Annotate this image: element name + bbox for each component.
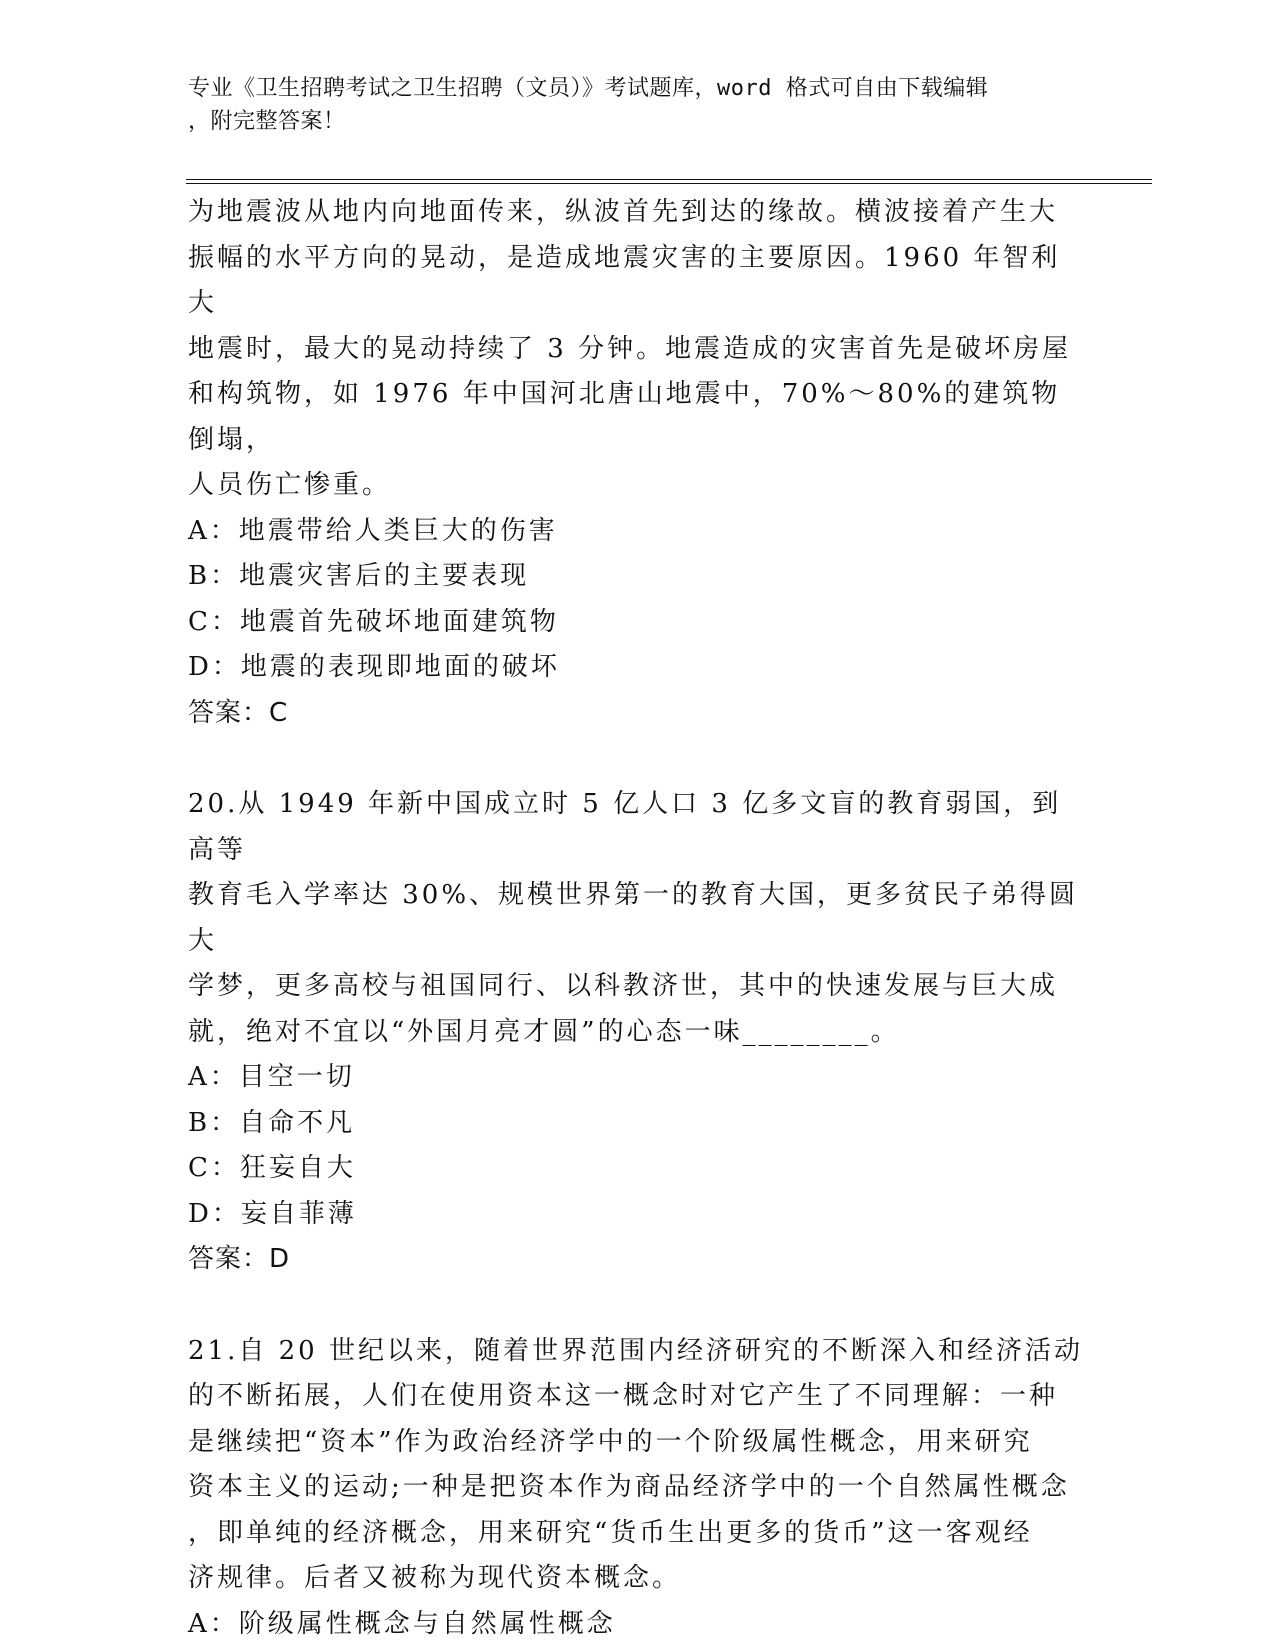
question-text-line: ，即单纯的经济概念，用来研究“货币生出更多的货币”这一客观经 [188,1517,1033,1548]
option-b: B：地震灾害后的主要表现 [188,561,530,591]
option-d: D：妄自菲薄 [188,1198,357,1229]
question-text-line: 就，绝对不宜以“外国月亮才圆”的心态一味________。 [188,1016,900,1047]
header-divider [186,179,1152,184]
question-text-line: 资本主义的运动;一种是把资本作为商品经济学中的一个自然属性概念 [188,1472,1070,1502]
question-text-line: 为地震波从地内向地面传来，纵波首先到达的缘故。横波接着产生大 [188,197,1059,227]
question-text-line: 20.从 1949 年新中国成立时 5 亿人口 3 亿多文盲的教育弱国，到高等 [188,789,1062,865]
header-line-1: 专业《卫生招聘考试之卫生招聘（文员）》考试题库，word 格式可自由下载编辑 [188,76,989,101]
spacer [188,1283,1088,1329]
option-d: D：地震的表现即地面的破坏 [188,652,560,682]
question-text-line: 教育毛入学率达 30%、规模世界第一的教育大国，更多贫民子弟得圆大 [188,880,1079,956]
question-text-line: 地震时，最大的晃动持续了 3 分钟。地震造成的灾害首先是破坏房屋 [188,333,1072,364]
spacer [188,736,1088,782]
page-header [188,72,1068,138]
question-text-line: 振幅的水平方向的晃动，是造成地震灾害的主要原因。1960 年智利大 [188,242,1061,318]
question-text-line: 济规律。后者又被称为现代资本概念。 [188,1563,682,1593]
question-text-line: 人员伤亡惨重。 [188,470,392,500]
question-20 [188,782,1088,1283]
page-content [188,190,1088,1647]
question-text-line: 的不断拓展，人们在使用资本这一概念时对它产生了不同理解：一种 [188,1381,1059,1411]
option-a: A：阶级属性概念与自然属性概念 [188,1608,616,1639]
question-21 [188,1329,1088,1648]
question-text-line: 学梦，更多高校与祖国同行、以科教济世，其中的快速发展与巨大成 [188,971,1059,1001]
option-a: A：目空一切 [188,1062,355,1092]
question-text-line: 21.自 20 世纪以来，随着世界范围内经济研究的不断深入和经济活动 [188,1335,1083,1366]
answer-label: 答案：D [188,1244,291,1274]
question-text-line: 和构筑物，如 1976 年中国河北唐山地震中，70%～80%的建筑物倒塌， [188,379,1061,455]
option-a: A：地震带给人类巨大的伤害 [188,515,558,546]
answer-label: 答案：C [188,697,289,728]
option-c: C：地震首先破坏地面建筑物 [188,606,559,637]
header-line-2: ，附完整答案！ [188,109,346,134]
option-c: C：狂妄自大 [188,1153,356,1183]
option-b: B：自命不凡 [188,1107,356,1138]
question-text-line: 是继续把“资本”作为政治经济学中的一个阶级属性概念，用来研究 [188,1426,1033,1457]
question-continuation [188,190,1088,736]
